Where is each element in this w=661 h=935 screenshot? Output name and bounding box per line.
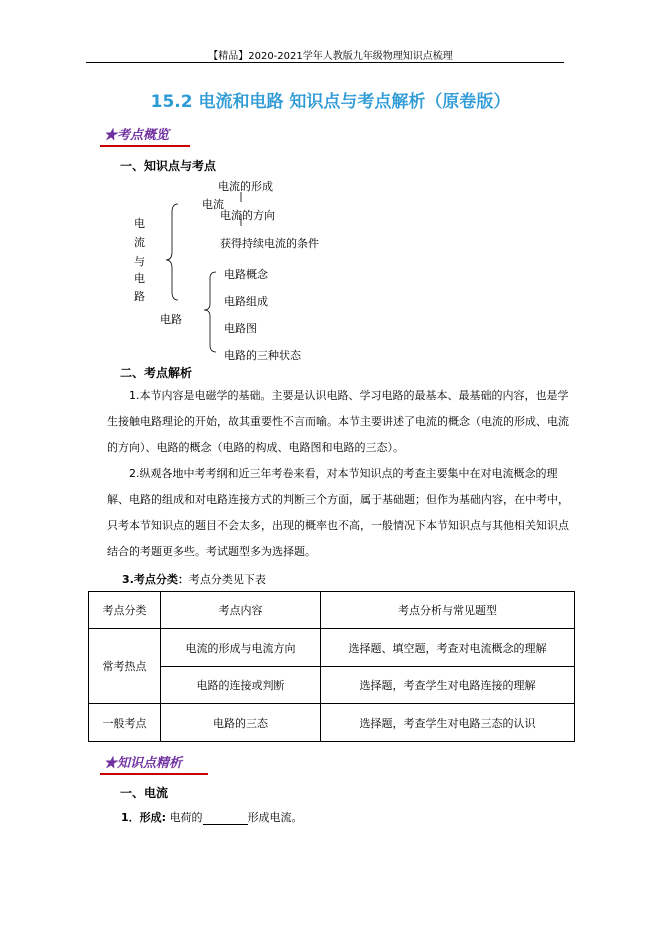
- part3-heading: 一、电流: [120, 786, 169, 800]
- analysis-text: [107, 383, 577, 565]
- table-group-cell: 常考热点: [89, 629, 161, 704]
- mindmap-leaf: 获得持续电流的条件: [220, 237, 319, 250]
- mindmap-root-char: 电: [134, 217, 145, 230]
- item-text-after: 形成电流。: [247, 811, 303, 824]
- item-text-before: 电荷的: [169, 811, 203, 824]
- star-icon: ★: [104, 756, 118, 771]
- mindmap-root-char: 电: [134, 272, 145, 285]
- table-row: [89, 667, 575, 704]
- mindmap-root-char: 流: [134, 236, 145, 249]
- item-label: 1．形成:: [121, 811, 167, 824]
- mindmap-leaf: 电流的形成: [218, 180, 273, 193]
- analysis-paragraph-2: 2.纵观各地中考考纲和近三年考卷来看，对本节知识点的考查主要集中在对电流概念的理解、电路的组成和对电路连接方式的判断三个方面，属于基础题；但作为基础内容，在中考中，只考本节知识点的题目不会太多，出现的概率也不高，一般情况下本节知识点与其他相关知识点结合的考题更多些。考试题型多为选择题。: [107, 467, 569, 558]
- header-rule: [86, 62, 564, 63]
- star-icon: ★: [104, 128, 118, 143]
- page-header: 【精品】2020-2021学年人教版九年级物理知识点梳理: [208, 51, 453, 62]
- table-header-cell: 考点内容: [161, 592, 321, 629]
- section-badge-overview: [104, 124, 169, 143]
- mindmap-leaf: 电流的方向: [220, 209, 275, 222]
- badge-underline: [100, 773, 208, 775]
- section-badge-label: 知识点精析: [117, 756, 183, 771]
- section-badge-knowledge: [104, 752, 182, 771]
- mindmap-branch-current: 电流: [202, 198, 224, 211]
- table-cell: 选择题，考查学生对电路连接的理解: [321, 667, 575, 704]
- classification-table: [88, 591, 575, 742]
- table-row: [89, 704, 575, 742]
- fill-in-blank[interactable]: [203, 812, 248, 825]
- part2-heading: 二、考点解析: [120, 366, 193, 380]
- table-header-cell: 考点分类: [89, 592, 161, 629]
- badge-underline: [100, 145, 190, 147]
- classification-lead: [122, 571, 266, 587]
- table-cell: 选择题，考查学生对电路三态的认识: [321, 704, 575, 742]
- table-group-cell: 一般考点: [89, 704, 161, 742]
- table-row: [89, 629, 575, 667]
- mindmap-root-char: 与: [134, 255, 145, 268]
- mindmap-leaf: 电路组成: [224, 295, 268, 308]
- item-formation: [121, 809, 303, 825]
- mindmap-leaf: 电路图: [224, 322, 257, 335]
- table-header-row: [89, 592, 575, 629]
- mindmap-branch-circuit: 电路: [160, 313, 182, 326]
- table-cell: 电流的形成与电流方向: [161, 629, 321, 667]
- classification-lead-text: 考点分类见下表: [188, 573, 266, 586]
- mindmap-leaf: 电路的三种状态: [224, 349, 301, 362]
- mindmap-braces: [150, 190, 230, 360]
- table-header-cell: 考点分析与常见题型: [321, 592, 575, 629]
- table-cell: 电路的连接或判断: [161, 667, 321, 704]
- analysis-paragraph-1: 1.本节内容是电磁学的基础。主要是认识电路、学习电路的最基本、最基础的内容，也是学生接触电路理论的开始，故其重要性不言而喻。本节主要讲述了电流的概念（电流的形成、电流的方向）、电路的概念（电路的构成、电路图和电路的三态）。: [107, 389, 569, 454]
- mindmap-root-char: 路: [134, 290, 145, 303]
- page-title: 15.2 电流和电路 知识点与考点解析（原卷版）: [150, 92, 511, 112]
- section-badge-label: 考点概览: [117, 128, 170, 143]
- table-cell: 电路的三态: [161, 704, 321, 742]
- table-cell: 选择题、填空题，考查对电流概念的理解: [321, 629, 575, 667]
- part1-heading: 一、知识点与考点: [120, 159, 217, 173]
- mindmap-leaf: 电路概念: [224, 268, 268, 281]
- classification-lead-label: 3.考点分类：: [122, 573, 189, 586]
